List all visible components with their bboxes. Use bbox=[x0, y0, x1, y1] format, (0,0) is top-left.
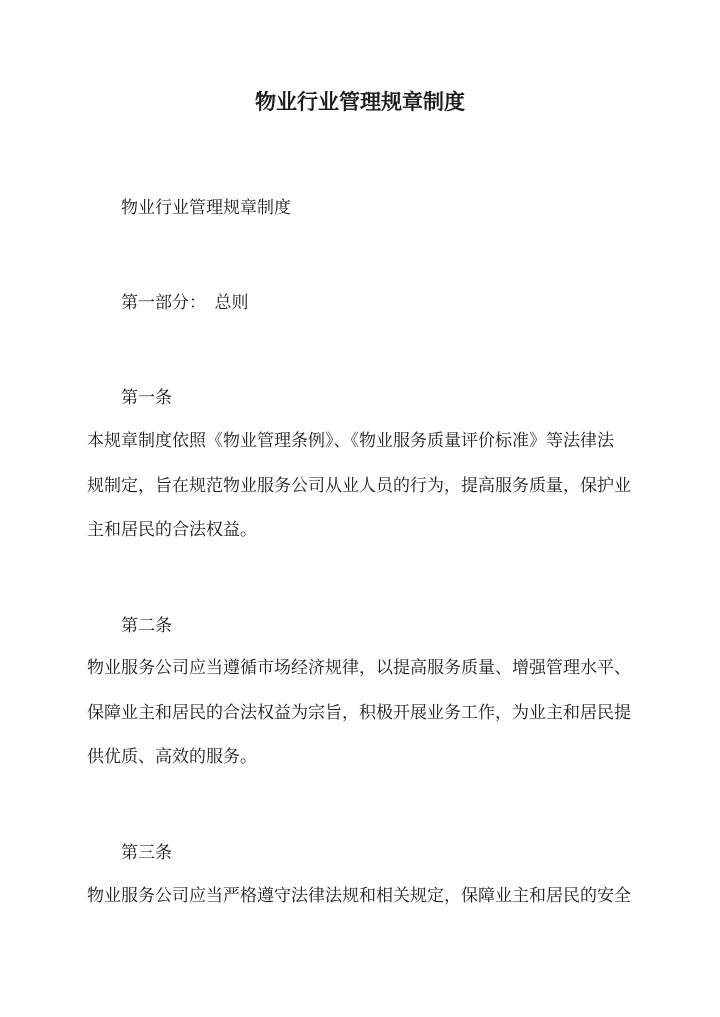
article-1-heading: 第一条 bbox=[121, 388, 172, 408]
article-2-heading: 第二条 bbox=[121, 616, 172, 636]
article-1-line-1: 本规章制度依照《物业管理条例》、《物业服务质量评价标准》等法律法 bbox=[87, 431, 614, 451]
article-1-line-3: 主和居民的合法权益。 bbox=[87, 520, 257, 540]
article-1-line-2: 规制定，旨在规范物业服务公司从业人员的行为，提高服务质量，保护业 bbox=[87, 476, 631, 496]
article-2-line-1: 物业服务公司应当遵循市场经济规律，以提高服务质量、增强管理水平、 bbox=[87, 658, 631, 678]
article-3-heading: 第三条 bbox=[121, 843, 172, 863]
document-subtitle: 物业行业管理规章制度 bbox=[121, 198, 291, 218]
part-heading: 第一部分： 总则 bbox=[121, 293, 249, 313]
article-2-line-2: 保障业主和居民的合法权益为宗旨，积极开展业务工作，为业主和居民提 bbox=[87, 703, 631, 723]
article-3-line-1: 物业服务公司应当严格遵守法律法规和相关规定，保障业主和居民的安全 bbox=[87, 886, 631, 906]
article-2-line-3: 供优质、高效的服务。 bbox=[87, 747, 257, 767]
document-title: 物业行业管理规章制度 bbox=[255, 89, 465, 114]
